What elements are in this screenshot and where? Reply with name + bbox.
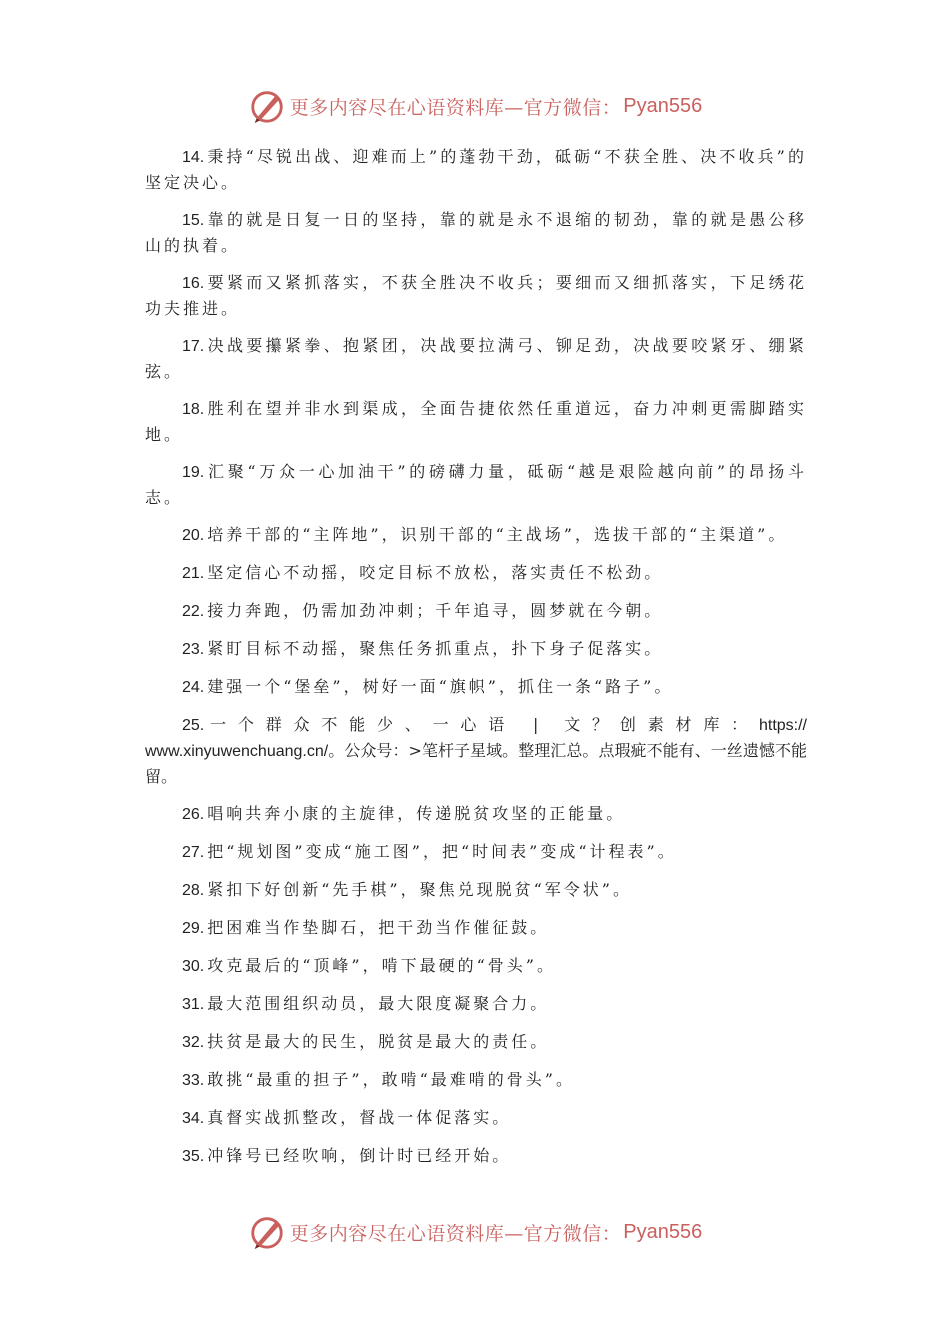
banner-contact: Pyan556 (623, 94, 703, 117)
list-item: 31. 最大范围组织动员，最大限度凝聚合力。 (182, 994, 550, 1013)
list-item: 30. 攻克最后的“顶峰”，啃下最硬的“骨头”。 (182, 956, 556, 975)
list-item: 28. 紧扣下好创新“先手棋”，聚焦兑现脱贫“军令状”。 (182, 880, 632, 899)
list-item: 22. 接力奔跑，仍需加劲冲刺；千年追寻，圆梦就在今朝。 (182, 601, 664, 620)
list-item: 15. 靠的就是日复一日的坚持，靠的就是永不退缩的韧劲，靠的就是愚公移山的执着。 (145, 210, 807, 255)
list-item: 34. 真督实战抓整改，督战一体促落实。 (182, 1108, 512, 1127)
list-item: 32. 扶贫是最大的民生，脱贫是最大的责任。 (182, 1032, 550, 1051)
list-item: 17. 决战要攥紧拳、抱紧团，决战要拉满弓、铆足劲，决战要咬紧牙、绷紧弦。 (145, 336, 807, 381)
header-banner (0, 84, 950, 128)
list-item: 21. 坚定信心不动摇，咬定目标不放松，落实责任不松劲。 (182, 563, 664, 582)
list-item-source-note: 25. 一个群众不能少、一心语 | 文？创素材库：https:// www.xinyuwenchuang.cn/。公众号：>笔杆子星域。整理汇总。点瑕疵不能有、一丝遗憾不能留。 (145, 715, 807, 786)
list-item: 35. 冲锋号已经吹响，倒计时已经开始。 (182, 1146, 512, 1165)
banner-text: 更多内容尽在心语资料库—官方微信： (289, 1222, 622, 1245)
list-item: 24. 建强一个“堡垒”，树好一面“旗帜”，抓住一条“路子”。 (182, 677, 674, 696)
list-item: 26. 唱响共奔小康的主旋律，传递脱贫攻坚的正能量。 (182, 804, 626, 823)
pen-logo-icon (248, 1213, 286, 1251)
document-body (145, 144, 807, 1181)
list-item: 18. 胜利在望并非水到渠成，全面告捷依然任重道远，奋力冲刺更需脚踏实地。 (145, 399, 807, 444)
list-item: 16. 要紧而又紧抓落实，不获全胜决不收兵；要细而又细抓落实，下足绣花功夫推进。 (145, 273, 807, 318)
list-item: 23. 紧盯目标不动摇，聚焦任务抓重点，扑下身子促落实。 (182, 639, 664, 658)
list-item: 14. 秉持“尽锐出战、迎难而上”的蓬勃干劲，砥砺“不获全胜、决不收兵”的坚定决心。 (145, 147, 807, 192)
list-item: 33. 敢挑“最重的担子”，敢啃“最难啃的骨头”。 (182, 1070, 575, 1089)
banner-text: 更多内容尽在心语资料库—官方微信： (289, 96, 622, 119)
footer-banner (0, 1210, 950, 1254)
list-item: 27. 把“规划图”变成“施工图”，把“时间表”变成“计程表”。 (182, 842, 677, 861)
list-item: 19. 汇聚“万众一心加油干”的磅礴力量，砥砺“越是艰险越向前”的昂扬斗志。 (145, 462, 807, 507)
list-item: 20. 培养干部的“主阵地”，识别干部的“主战场”，选拔干部的“主渠道”。 (182, 525, 788, 544)
pen-logo-icon (248, 87, 286, 125)
list-item: 29. 把困难当作垫脚石，把干劲当作催征鼓。 (182, 918, 550, 937)
banner-contact: Pyan556 (623, 1220, 703, 1243)
